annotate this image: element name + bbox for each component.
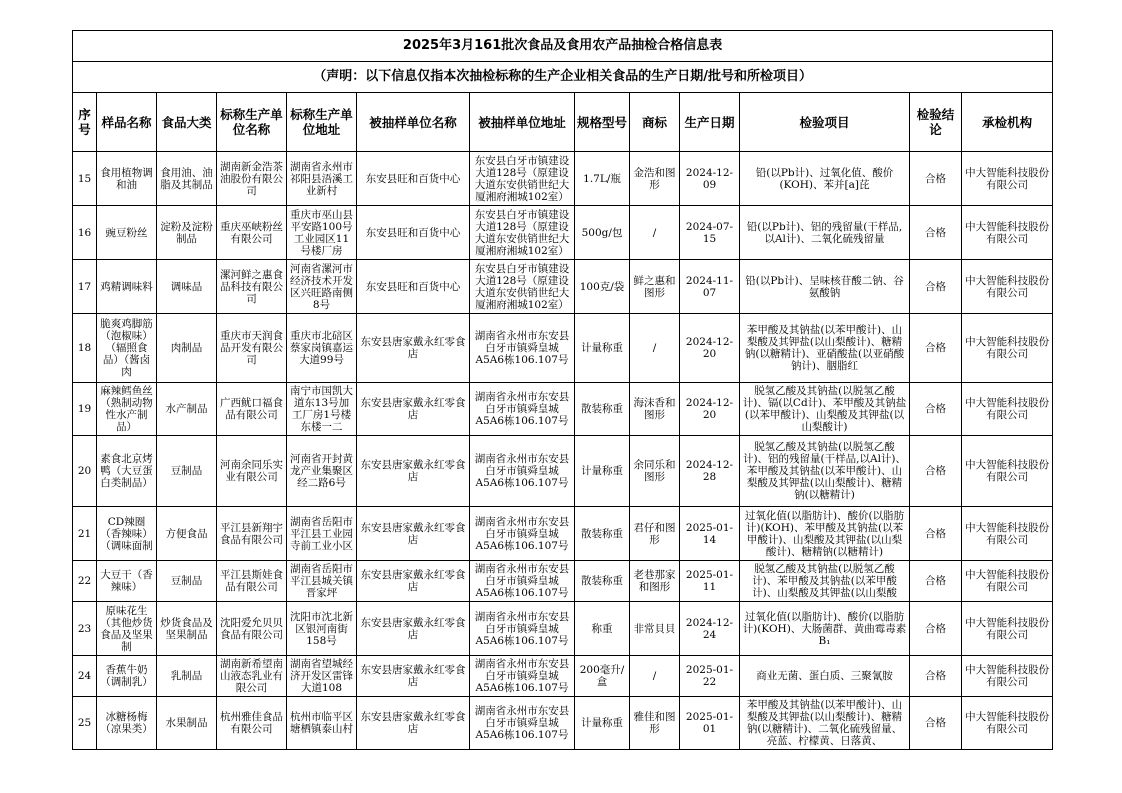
inspection-result: 合格: [910, 383, 962, 436]
sample-name: 原味花生（其他炒货食品及坚果制: [97, 602, 157, 656]
sampled-unit-name: 东安县唐家戴永红零食店: [357, 314, 470, 383]
producer-name: 杭州雅佳食品有限公司: [217, 697, 287, 750]
sampled-unit-name: 东安县唐家戴永红零食店: [357, 383, 470, 436]
inspection-result: 合格: [910, 697, 962, 750]
column-header: 被抽样单位地址: [470, 93, 575, 152]
sampled-unit-address: 湖南省永州市东安县白牙市镇舜皇城A5A6栋106.107号: [470, 436, 575, 507]
row-number: 25: [73, 697, 97, 750]
producer-address: 重庆市巫山县平安路100号工业园区11号楼厂房: [287, 206, 357, 260]
food-category: 乳制品: [157, 656, 217, 697]
sample-name: 脆爽鸡脚筋（泡椒味）（辐照食品）（酱卤肉: [97, 314, 157, 383]
inspection-items: 商业无菌、蛋白质、三聚氰胺: [740, 656, 910, 697]
table-row: [73, 260, 1053, 314]
producer-address: 河南省漯河市经济技术开发区兴旺路南侧8号: [287, 260, 357, 314]
inspection-agency: 中大智能科技股份有限公司: [962, 697, 1053, 750]
inspection-items: 铅(以Pb计)、铝的残留量(干样品,以Al计)、二氧化硫残留量: [740, 206, 910, 260]
production-date: 2024-11-07: [680, 260, 740, 314]
food-category: 水产制品: [157, 383, 217, 436]
sampled-unit-name: 东安县旺和百货中心: [357, 260, 470, 314]
sampled-unit-name: 东安县唐家戴永红零食店: [357, 602, 470, 656]
food-category: 调味品: [157, 260, 217, 314]
food-category: 淀粉及淀粉制品: [157, 206, 217, 260]
table-row: [73, 206, 1053, 260]
production-date: 2025-01-14: [680, 507, 740, 561]
producer-name: 沈阳爱允贝贝食品有限公司: [217, 602, 287, 656]
table-row: [73, 436, 1053, 507]
producer-name: 河南余同乐实业有限公司: [217, 436, 287, 507]
inspection-items: 过氧化值(以脂肪计)、酸价(以脂肪计)(KOH)、大肠菌群、黄曲霉毒素B₁: [740, 602, 910, 656]
inspection-agency: 中大智能科技股份有限公司: [962, 507, 1053, 561]
food-category: 食用油、油脂及其制品: [157, 152, 217, 206]
sample-name: 鸡精调味料: [97, 260, 157, 314]
inspection-result: 合格: [910, 561, 962, 602]
specification: 散装称重: [575, 507, 630, 561]
row-number: 20: [73, 436, 97, 507]
sampled-unit-address: 湖南省永州市东安县白牙市镇舜皇城A5A6栋106.107号: [470, 602, 575, 656]
sampled-unit-name: 东安县唐家戴永红零食店: [357, 656, 470, 697]
inspection-sheet: [72, 30, 1052, 750]
inspection-result: 合格: [910, 314, 962, 383]
inspection-agency: 中大智能科技股份有限公司: [962, 436, 1053, 507]
specification: 称重: [575, 602, 630, 656]
sampled-unit-address: 湖南省永州市东安县白牙市镇舜皇城A5A6栋106.107号: [470, 561, 575, 602]
row-number: 15: [73, 152, 97, 206]
inspection-result: 合格: [910, 260, 962, 314]
producer-address: 重庆市北碚区蔡家岗镇嘉运大道99号: [287, 314, 357, 383]
inspection-items: 脱氢乙酸及其钠盐(以脱氢乙酸计)、铝的残留量(干样品,以Al计)、苯甲酸及其钠盐(以苯甲酸计)、山梨酸及其钾盐(以山梨酸计)、糖精钠(以糖精计): [740, 436, 910, 507]
column-header: 承检机构: [962, 93, 1053, 152]
sampled-unit-address: 湖南省永州市东安县白牙市镇舜皇城A5A6栋106.107号: [470, 383, 575, 436]
specification: 计量称重: [575, 697, 630, 750]
row-number: 16: [73, 206, 97, 260]
specification: 计量称重: [575, 314, 630, 383]
inspection-agency: 中大智能科技股份有限公司: [962, 561, 1053, 602]
table-row: [73, 602, 1053, 656]
sampled-unit-address: 东安县白牙市镇建设大道128号（原建设大道东安供销世纪大厦湘府湘城102室）: [470, 152, 575, 206]
row-number: 23: [73, 602, 97, 656]
production-date: 2025-01-22: [680, 656, 740, 697]
inspection-agency: 中大智能科技股份有限公司: [962, 656, 1053, 697]
sampled-unit-name: 东安县唐家戴永红零食店: [357, 507, 470, 561]
inspection-result: 合格: [910, 152, 962, 206]
producer-name: 重庆市天润食品开发有限公司: [217, 314, 287, 383]
column-header: 商标: [630, 93, 680, 152]
sample-name: 麻辣鳕鱼丝（熟制动物性水产制品）: [97, 383, 157, 436]
sampled-unit-address: 湖南省永州市东安县白牙市镇舜皇城A5A6栋106.107号: [470, 507, 575, 561]
sampled-unit-name: 东安县唐家戴永红零食店: [357, 697, 470, 750]
brand: 雅佳和图形: [630, 697, 680, 750]
sample-name: 豌豆粉丝: [97, 206, 157, 260]
specification: 计量称重: [575, 436, 630, 507]
column-header: 样品名称: [97, 93, 157, 152]
producer-name: 平江县新翔宇食品有限公司: [217, 507, 287, 561]
inspection-items: 脱氢乙酸及其钠盐(以脱氢乙酸计)、镉(以Cd计)、苯甲酸及其钠盐(以苯甲酸计)、山梨酸及其钾盐(以山梨酸计): [740, 383, 910, 436]
row-number: 21: [73, 507, 97, 561]
inspection-result: 合格: [910, 602, 962, 656]
producer-address: 湖南省永州市祁阳县浯溪工业新村: [287, 152, 357, 206]
sampled-unit-address: 湖南省永州市东安县白牙市镇舜皇城A5A6栋106.107号: [470, 697, 575, 750]
specification: 散装称重: [575, 383, 630, 436]
brand: /: [630, 206, 680, 260]
column-header: 标称生产单位名称: [217, 93, 287, 152]
header-row: [73, 93, 1053, 152]
table-row: [73, 314, 1053, 383]
producer-name: 重庆巫峡粉丝有限公司: [217, 206, 287, 260]
inspection-result: 合格: [910, 656, 962, 697]
column-header: 生产日期: [680, 93, 740, 152]
table-row: [73, 383, 1053, 436]
brand: 海沫香和图形: [630, 383, 680, 436]
inspection-items: 苯甲酸及其钠盐(以苯甲酸计)、山梨酸及其钾盐(以山梨酸计)、糖精钠(以糖精计)、二氧化硫残留量、亮蓝、柠檬黄、日落黄、: [740, 697, 910, 750]
production-date: 2024-07-15: [680, 206, 740, 260]
food-category: 豆制品: [157, 436, 217, 507]
food-category: 方便食品: [157, 507, 217, 561]
specification: 散装称重: [575, 561, 630, 602]
table-notice: （声明：以下信息仅指本次抽检标称的生产企业相关食品的生产日期/批号和所检项目）: [73, 62, 1053, 93]
brand: 老巷那家和图形: [630, 561, 680, 602]
production-date: 2024-12-20: [680, 383, 740, 436]
sampled-unit-address: 东安县白牙市镇建设大道128号（原建设大道东安供销世纪大厦湘府湘城102室）: [470, 206, 575, 260]
food-category: 水果制品: [157, 697, 217, 750]
inspection-items: 铅(以Pb计)、过氧化值、酸价(KOH)、苯并[a]芘: [740, 152, 910, 206]
producer-name: 平江县斯娃食品有限公司: [217, 561, 287, 602]
inspection-agency: 中大智能科技股份有限公司: [962, 383, 1053, 436]
brand: 非常貝貝: [630, 602, 680, 656]
column-header: 规格型号: [575, 93, 630, 152]
inspection-items: 过氧化值(以脂肪计)、酸价(以脂肪计)(KOH)、苯甲酸及其钠盐(以苯甲酸计)、山梨酸及其钾盐(以山梨酸计)、糖精钠(以糖精计): [740, 507, 910, 561]
inspection-items: 铅(以Pb计)、呈味核苷酸二钠、谷氨酸钠: [740, 260, 910, 314]
table-title: 2025年3月161批次食品及食用农产品抽检合格信息表: [73, 31, 1053, 62]
producer-address: 湖南省岳阳市平江县城关镇晋家坪: [287, 561, 357, 602]
column-header: 食品大类: [157, 93, 217, 152]
column-header: 被抽样单位名称: [357, 93, 470, 152]
column-header: 检验项目: [740, 93, 910, 152]
food-category: 豆制品: [157, 561, 217, 602]
producer-name: 湖南新希望南山液态乳业有限公司: [217, 656, 287, 697]
sampled-unit-name: 东安县唐家戴永红零食店: [357, 561, 470, 602]
table-row: [73, 152, 1053, 206]
sample-name: 食用植物调和油: [97, 152, 157, 206]
sample-name: 香蕉牛奶（调制乳）: [97, 656, 157, 697]
inspection-result: 合格: [910, 436, 962, 507]
specification: 200毫升/盒: [575, 656, 630, 697]
food-category: 肉制品: [157, 314, 217, 383]
producer-name: 漯河鲜之惠食品科技有限公司: [217, 260, 287, 314]
specification: 100克/袋: [575, 260, 630, 314]
brand: 君仔和图形: [630, 507, 680, 561]
row-number: 24: [73, 656, 97, 697]
brand: 金浩和图形: [630, 152, 680, 206]
column-header: 序号: [73, 93, 97, 152]
production-date: 2024-12-24: [680, 602, 740, 656]
inspection-result: 合格: [910, 507, 962, 561]
table-row: [73, 507, 1053, 561]
table-row: [73, 656, 1053, 697]
sampled-unit-address: 湖南省永州市东安县白牙市镇舜皇城A5A6栋106.107号: [470, 314, 575, 383]
producer-address: 河南省开封黄龙产业集聚区经二路6号: [287, 436, 357, 507]
sample-name: CD辣圈（香辣味）（调味面制: [97, 507, 157, 561]
producer-address: 南宁市国凯大道东13号加工厂房1号楼东楼一二: [287, 383, 357, 436]
production-date: 2025-01-11: [680, 561, 740, 602]
row-number: 17: [73, 260, 97, 314]
column-header: 检验结论: [910, 93, 962, 152]
producer-name: 广西鱿口福食品有限公司: [217, 383, 287, 436]
producer-name: 湖南新金浩茶油股份有限公司: [217, 152, 287, 206]
inspection-agency: 中大智能科技股份有限公司: [962, 260, 1053, 314]
producer-address: 沈阳市沈北新区银河南街158号: [287, 602, 357, 656]
inspection-items: 苯甲酸及其钠盐(以苯甲酸计)、山梨酸及其钾盐(以山梨酸计)、糖精钠(以糖精计)、亚硝酸盐(以亚硝酸钠计)、胭脂红: [740, 314, 910, 383]
row-number: 19: [73, 383, 97, 436]
sampled-unit-name: 东安县旺和百货中心: [357, 206, 470, 260]
specification: 1.7L/瓶: [575, 152, 630, 206]
inspection-agency: 中大智能科技股份有限公司: [962, 314, 1053, 383]
production-date: 2025-01-01: [680, 697, 740, 750]
production-date: 2024-12-28: [680, 436, 740, 507]
sample-name: 素食北京烤鸭（大豆蛋白类制品）: [97, 436, 157, 507]
production-date: 2024-12-20: [680, 314, 740, 383]
brand: /: [630, 314, 680, 383]
sampled-unit-name: 东安县旺和百货中心: [357, 152, 470, 206]
brand: 鲜之惠和图形: [630, 260, 680, 314]
sampled-unit-address: 湖南省永州市东安县白牙市镇舜皇城A5A6栋106.107号: [470, 656, 575, 697]
row-number: 22: [73, 561, 97, 602]
food-category: 炒货食品及坚果制品: [157, 602, 217, 656]
sampled-unit-name: 东安县唐家戴永红零食店: [357, 436, 470, 507]
table-body: [73, 152, 1053, 750]
inspection-items: 脱氢乙酸及其钠盐(以脱氢乙酸计)、苯甲酸及其钠盐(以苯甲酸计)、山梨酸及其钾盐(以山梨酸: [740, 561, 910, 602]
producer-address: 湖南省望城经济开发区雷锋大道108: [287, 656, 357, 697]
production-date: 2024-12-09: [680, 152, 740, 206]
brand: /: [630, 656, 680, 697]
producer-address: 湖南省岳阳市平江县工业园寺前工业小区: [287, 507, 357, 561]
table-row: [73, 561, 1053, 602]
inspection-agency: 中大智能科技股份有限公司: [962, 602, 1053, 656]
sampled-unit-address: 东安县白牙市镇建设大道128号（原建设大道东安供销世纪大厦湘府湘城102室）: [470, 260, 575, 314]
sample-name: 大豆干（香辣味）: [97, 561, 157, 602]
brand: 余同乐和图形: [630, 436, 680, 507]
inspection-agency: 中大智能科技股份有限公司: [962, 206, 1053, 260]
inspection-agency: 中大智能科技股份有限公司: [962, 152, 1053, 206]
sample-name: 冰糖杨梅（凉果类）: [97, 697, 157, 750]
producer-address: 杭州市临平区塘栖镇泰山村: [287, 697, 357, 750]
inspection-table: [72, 30, 1053, 750]
row-number: 18: [73, 314, 97, 383]
inspection-result: 合格: [910, 206, 962, 260]
table-row: [73, 697, 1053, 750]
column-header: 标称生产单位地址: [287, 93, 357, 152]
specification: 500g/包: [575, 206, 630, 260]
